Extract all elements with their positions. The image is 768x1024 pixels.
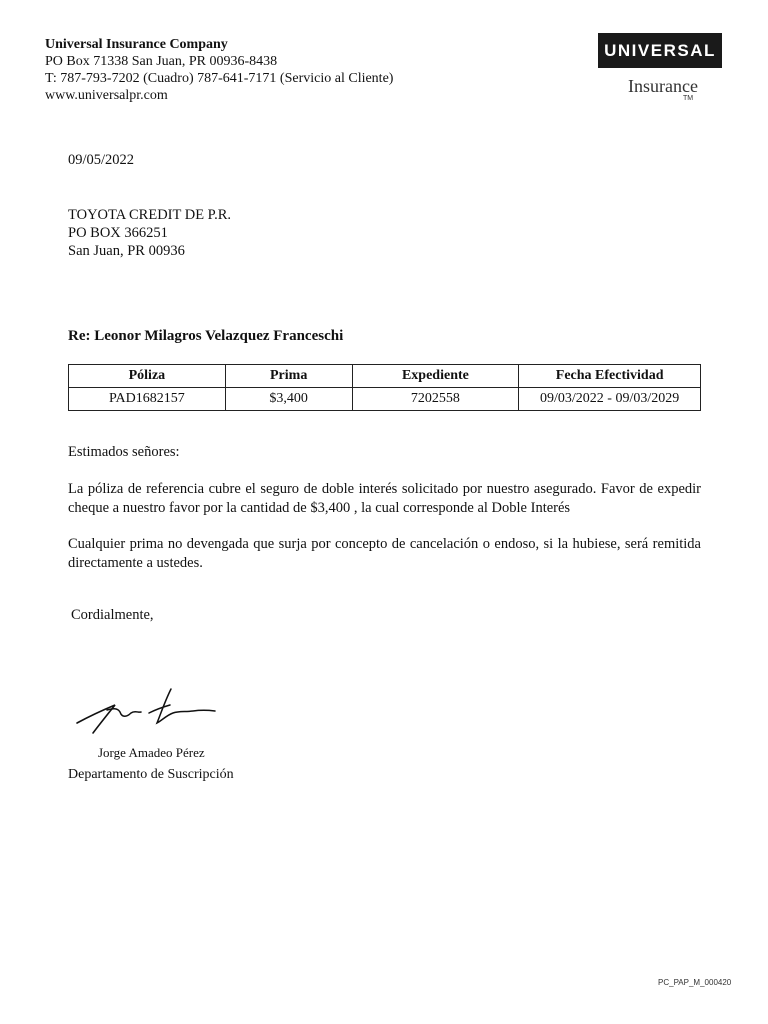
letter-date: 09/05/2022 bbox=[68, 152, 135, 168]
cell-expediente: 7202558 bbox=[352, 388, 519, 411]
recipient-name: TOYOTA CREDIT DE P.R. bbox=[68, 207, 232, 223]
logo-trademark: TM bbox=[683, 95, 694, 102]
cell-poliza: PAD1682157 bbox=[69, 388, 226, 411]
header-expediente: Expediente bbox=[352, 365, 519, 388]
table-header-row bbox=[69, 365, 701, 388]
table-row bbox=[69, 388, 701, 411]
header-fecha-efectividad: Fecha Efectividad bbox=[519, 365, 701, 388]
header-poliza: Póliza bbox=[69, 365, 226, 388]
company-address: PO Box 71338 San Juan, PR 00936-8438 bbox=[45, 54, 278, 69]
handwritten-signature bbox=[75, 683, 225, 743]
body-paragraph-1: La póliza de referencia cubre el seguro de doble interés solicitado por nuestro asegurado. Favor de expedir cheque a nuestro favor por la cantidad de $3,400 , la cual corresponde al Doble Interés bbox=[68, 481, 701, 516]
body-paragraph-2: Cualquier prima no devengada que surja por concepto de cancelación o endoso, si la hubiese, será remitida directamente a ustedes. bbox=[68, 536, 701, 571]
greeting: Estimados señores: bbox=[68, 444, 180, 460]
company-website: www.universalpr.com bbox=[45, 88, 168, 103]
letterhead bbox=[45, 36, 393, 104]
policy-table bbox=[68, 364, 701, 411]
company-phones: T: 787-793-7202 (Cuadro) 787-641-7171 (Servicio al Cliente) bbox=[45, 71, 394, 86]
document-code: PC_PAP_M_000420 bbox=[658, 978, 732, 987]
closing: Cordialmente, bbox=[71, 607, 154, 623]
signer-name: Jorge Amadeo Pérez bbox=[98, 745, 205, 760]
recipient-po-box: PO BOX 366251 bbox=[68, 225, 168, 241]
reference-line: Re: Leonor Milagros Velazquez Franceschi bbox=[68, 328, 344, 344]
recipient-city: San Juan, PR 00936 bbox=[68, 243, 185, 259]
header-prima: Prima bbox=[225, 365, 352, 388]
company-name: Universal Insurance Company bbox=[45, 37, 228, 52]
universal-logo: UNIVERSAL bbox=[598, 33, 722, 68]
logo-subtitle: Insurance bbox=[628, 76, 698, 96]
recipient-address bbox=[68, 206, 231, 260]
cell-fecha-efectividad: 09/03/2022 - 09/03/2029 bbox=[519, 388, 701, 411]
cell-prima: $3,400 bbox=[225, 388, 352, 411]
department: Departamento de Suscripción bbox=[68, 767, 234, 782]
